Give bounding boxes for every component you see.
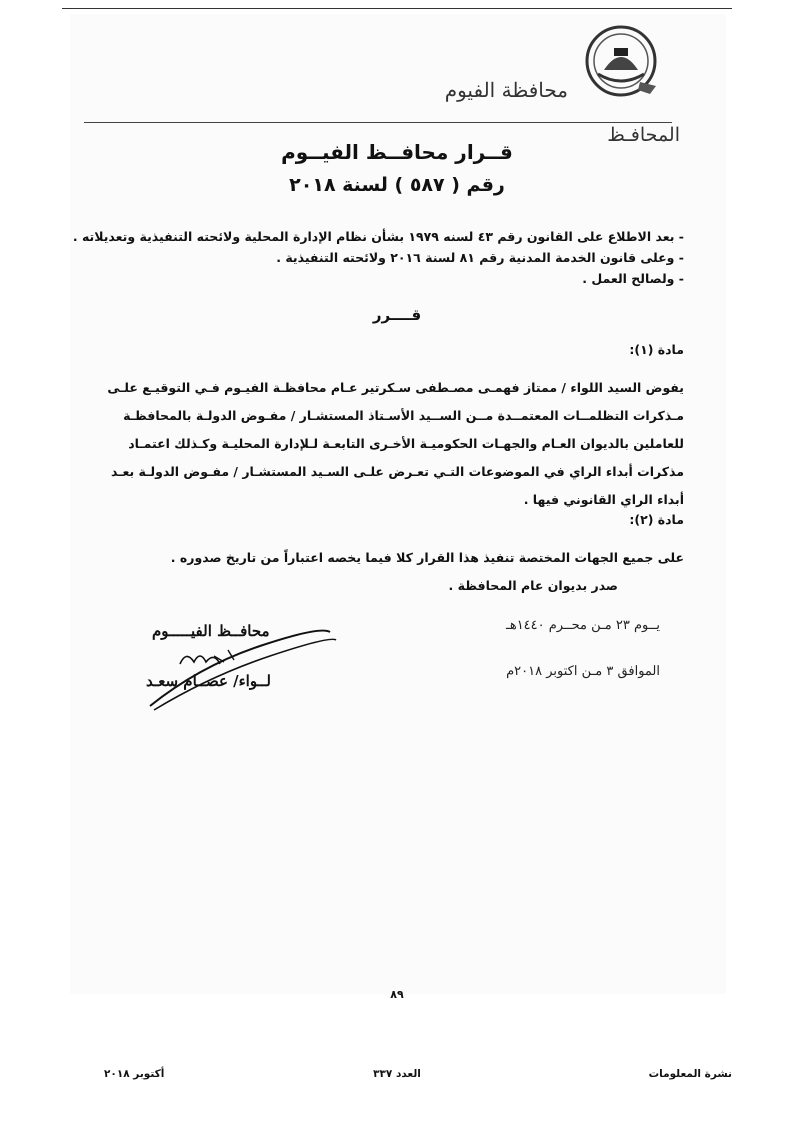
article-2-body <box>104 544 684 572</box>
date-hijri: يــوم ٢٣ مـن محــرم ١٤٤٠هـ <box>506 618 660 633</box>
article-line: مـذكرات التظلمــات المعتمــدة مــن الســيد الأسـتاذ المستشـار / مفـوض الدولـة بالمحافظـة <box>123 408 684 423</box>
page-number: ٨٩ <box>390 988 404 1001</box>
article-line: أبداء الراي القانوني فيها . <box>523 492 684 507</box>
decision-title: قــرار محافــظ الفيــوم <box>281 140 513 164</box>
issued-at: صدر بديوان عام المحافظة . <box>448 578 618 593</box>
decided-heading: قــــرر <box>372 306 422 324</box>
signature-name: لــواء/ عصــام سعـد <box>146 672 271 690</box>
article-1-label: مادة (١): <box>629 342 684 357</box>
article-line: للعاملين بالديوان العـام والجهـات الحكوميـة الأخـرى التابعـة لـلإدارة المحليـة وكـذلك اعتمـاد <box>128 436 684 451</box>
date-gregorian: الموافق ٣ مـن اكتوبر ٢٠١٨م <box>506 664 660 679</box>
article-line: مذكرات أبداء الراي في الموضوعات التـي تعـرض علـى السـيد المستشـار / مفـوض الدولـة بعـد <box>110 464 684 479</box>
preamble-item: - بعد الاطلاع على القانون رقم ٤٣ لسنه ١٩٧٩ بشأن نظام الإدارة المحلية ولائحته التنفيذية وتعديلاته . <box>72 229 684 244</box>
preamble-item: - ولصالح العمل . <box>582 271 684 286</box>
signature-title: محافــظ الفيـــــوم <box>152 622 270 640</box>
decision-number: رقم ( ٥٨٧ ) لسنة ٢٠١٨ <box>289 174 505 196</box>
governor-office: المحافـظ <box>607 124 680 146</box>
governorate-name: محافظة الفيوم <box>444 78 568 102</box>
article-line: على جميع الجهات المختصة تنفيذ هذا القرار كلا فيما يخصه اعتباراً من تاريخ صدوره . <box>170 550 684 565</box>
footer-publication: نشرة المعلومات <box>648 1068 732 1080</box>
top-rule <box>62 8 732 9</box>
preamble <box>72 226 684 289</box>
header-rule <box>84 122 672 123</box>
footer-date: أكتوبر ٢٠١٨ <box>104 1068 165 1080</box>
footer-issue: العدد ٣٣٧ <box>373 1068 421 1080</box>
governorate-seal-icon <box>584 24 658 98</box>
handwritten-signature <box>140 626 340 716</box>
article-2-label: مادة (٢): <box>629 512 684 527</box>
article-1-body <box>104 374 684 514</box>
article-line: يفوض السيد اللواء / ممتاز فهمـى مصـطفى سـكرتير عـام محافظـة الفيـوم فـي التوقيـع علـى <box>107 380 684 395</box>
preamble-item: - وعلى قانون الخدمة المدنية رقم ٨١ لسنة ٢٠١٦ ولائحته التنفيذية . <box>276 250 684 265</box>
